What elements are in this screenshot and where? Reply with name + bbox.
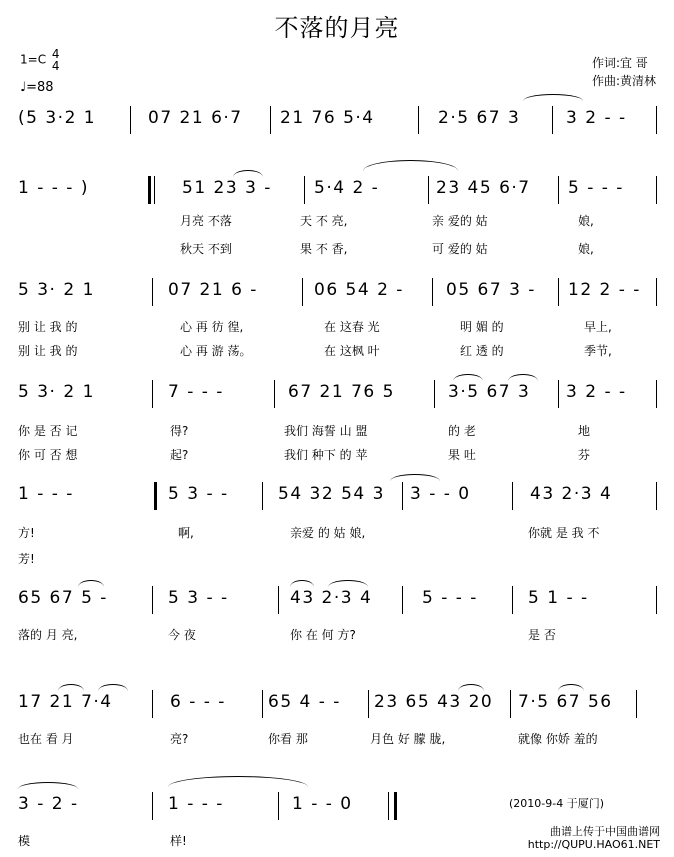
- measure: 43 2·3 4: [530, 484, 613, 504]
- measure: 21 76 5·4: [280, 108, 375, 128]
- measure: 07 21 6 -: [168, 280, 258, 300]
- staff-row-7: [18, 690, 658, 718]
- measure: 51 23 3 -: [182, 178, 272, 198]
- lyric-text: 明 媚 的: [460, 320, 504, 334]
- lyric-line-1: [18, 318, 658, 334]
- lyric-line-2: [18, 550, 658, 566]
- page-title: 不落的月亮: [274, 14, 400, 42]
- lyric-text: 心 再 游 荡。: [180, 344, 252, 358]
- lyric-text: 娘,: [578, 242, 594, 256]
- barline: [274, 380, 275, 408]
- measure: 12 2 - -: [568, 280, 641, 300]
- lyric-text: 我们 种下 的 苹: [284, 448, 368, 462]
- lyric-line-1: [18, 626, 658, 642]
- lyric-text: 在 这春 光: [324, 320, 380, 334]
- barline: [510, 690, 511, 718]
- measure: 17 21 7·4: [18, 692, 113, 712]
- measure: 5 - - -: [568, 178, 624, 198]
- lyric-text: 别 让 我 的: [18, 344, 78, 358]
- lyric-text: 方!: [18, 526, 35, 540]
- lyric-text: 起?: [170, 448, 189, 462]
- measure: 5 3 - -: [168, 484, 229, 504]
- measure: 43 2·3 4: [290, 588, 373, 608]
- lyric-text: 别 让 我 的: [18, 320, 78, 334]
- barline: [432, 278, 433, 306]
- lyric-text: 样!: [170, 834, 187, 848]
- footer-line-2: http://QUPU.HAO61.NET: [527, 838, 660, 851]
- lyric-text: 可 爱的 姑: [432, 242, 488, 256]
- lyric-text: 你 是 否 记: [18, 424, 78, 438]
- final-barline: [394, 792, 397, 820]
- lyric-text: 也在 看 月: [18, 732, 74, 746]
- lyric-text: 娘,: [578, 214, 594, 228]
- footer-line-1: 曲谱上传于中国曲谱网: [550, 825, 660, 838]
- key-label: 1=C: [20, 52, 47, 67]
- footer-watermark: [528, 825, 660, 851]
- barline: [656, 482, 657, 510]
- repeat-end-barline: [154, 482, 157, 510]
- lyric-line-1: [18, 422, 658, 438]
- credits: [592, 54, 656, 90]
- barline: [304, 176, 305, 204]
- measure: 2·5 67 3: [438, 108, 521, 128]
- lyric-text: 果 吐: [448, 448, 476, 462]
- time-signature-top: 4: [51, 47, 60, 61]
- lyric-text: 果 不 香,: [300, 242, 348, 256]
- tie-arc: [508, 374, 538, 381]
- measure: 3 2 - -: [566, 108, 627, 128]
- measure: 5·4 2 -: [314, 178, 380, 198]
- measure: 1 - - - ): [18, 178, 89, 198]
- lyric-text: 啊,: [178, 526, 194, 540]
- lyric-text: 你 可 否 想: [18, 448, 78, 462]
- lyric-text: 你 在 何 方?: [290, 628, 356, 642]
- barline: [152, 380, 153, 408]
- lyric-line-2: [18, 240, 658, 256]
- lyric-text: 亮?: [170, 732, 189, 746]
- barline: [428, 176, 429, 204]
- measure: 5 1 - -: [528, 588, 589, 608]
- measure: 67 21 76 5: [288, 382, 395, 402]
- lyric-text: 就像 你娇 羞的: [518, 732, 598, 746]
- lyric-text: 的 老: [448, 424, 476, 438]
- lyric-line-1: [18, 524, 658, 540]
- barline: [656, 380, 657, 408]
- measure: 05 67 3 -: [446, 280, 536, 300]
- measure: 5 3 - -: [168, 588, 229, 608]
- lyric-text: 在 这枫 叶: [324, 344, 380, 358]
- lyric-text: 亲 爱的 姑: [432, 214, 488, 228]
- staff-row-1: [18, 106, 658, 134]
- barline: [152, 690, 153, 718]
- barline: [656, 586, 657, 614]
- tie-arc: [328, 580, 368, 587]
- lyric-text: 是 否: [528, 628, 556, 642]
- measure: 07 21 6·7: [148, 108, 243, 128]
- lyric-text: 你看 那: [268, 732, 308, 746]
- lyric-text: 秋天 不到: [180, 242, 232, 256]
- lyric-text: 我们 海誓 山 盟: [284, 424, 368, 438]
- lyric-text: 落的 月 亮,: [18, 628, 78, 642]
- lyric-text: 红 透 的: [460, 344, 504, 358]
- tie-arc: [58, 684, 84, 691]
- lyric-text: 心 再 彷 徨,: [180, 320, 244, 334]
- time-signature-bottom: 4: [51, 59, 60, 73]
- lyric-text: 芳!: [18, 552, 35, 566]
- measure: 23 45 6·7: [436, 178, 531, 198]
- lyricist: 作词:宜 哥: [591, 56, 648, 70]
- measure: 54 32 54 3: [278, 484, 385, 504]
- time-signature: [52, 48, 60, 72]
- lyric-line-2: [18, 342, 658, 358]
- date-note: (2010-9-4 于厦门): [508, 797, 604, 810]
- tie-arc: [78, 580, 104, 587]
- lyric-text: 地: [578, 424, 591, 438]
- barline: [434, 380, 435, 408]
- tie-arc: [290, 580, 314, 587]
- measure: 06 54 2 -: [314, 280, 404, 300]
- barline: [262, 690, 263, 718]
- barline: [558, 176, 559, 204]
- barline: [130, 106, 131, 134]
- staff-row-2: [18, 176, 658, 204]
- barline: [512, 586, 513, 614]
- measure: 6 - - -: [170, 692, 226, 712]
- tie-arc: [458, 684, 484, 691]
- lyric-line-1: [18, 212, 658, 228]
- key-signature: [20, 48, 60, 72]
- lyric-text: 早上,: [584, 320, 612, 334]
- barline: [656, 176, 657, 204]
- barline: [154, 176, 155, 204]
- tie-arc: [523, 94, 583, 101]
- barline: [558, 278, 559, 306]
- tie-arc: [390, 474, 440, 481]
- measure: 5 - - -: [422, 588, 478, 608]
- lyric-text: 你就 是 我 不: [528, 526, 600, 540]
- lyric-text: 天 不 亮,: [300, 214, 348, 228]
- barline: [402, 586, 403, 614]
- barline: [552, 106, 553, 134]
- measure: 65 4 - -: [268, 692, 341, 712]
- barline: [636, 690, 637, 718]
- barline: [418, 106, 419, 134]
- staff-row-6: [18, 586, 658, 614]
- barline: [302, 278, 303, 306]
- measure: 1 - - -: [168, 794, 224, 814]
- measure: 23 65 43 20: [374, 692, 494, 712]
- lyric-text: 模: [18, 834, 31, 848]
- barline: [270, 106, 271, 134]
- tie-arc: [558, 684, 584, 691]
- tempo-marking: ♩=88: [20, 80, 54, 95]
- measure: 3 - - 0: [410, 484, 471, 504]
- barline: [368, 690, 369, 718]
- tie-arc: [168, 776, 308, 787]
- tie-arc: [363, 160, 458, 171]
- barline: [558, 380, 559, 408]
- tie-arc: [233, 170, 263, 177]
- composer: 作曲:黄清林: [591, 74, 656, 88]
- lyric-text: 今 夜: [168, 628, 196, 642]
- measure: 1 - - 0: [292, 794, 353, 814]
- measure: 3 2 - -: [566, 382, 627, 402]
- staff-row-4: [18, 380, 658, 408]
- barline: [262, 482, 263, 510]
- barline: [656, 106, 657, 134]
- barline: [512, 482, 513, 510]
- measure: 3 - 2 -: [18, 794, 79, 814]
- measure: 7 - - -: [168, 382, 224, 402]
- barline: [152, 278, 153, 306]
- tie-arc: [98, 684, 128, 691]
- staff-row-3: [18, 278, 658, 306]
- lyric-text: 月色 好 朦 胧,: [370, 732, 446, 746]
- barline: [656, 278, 657, 306]
- lyric-text: 月亮 不落: [180, 214, 232, 228]
- staff-row-5: [18, 482, 658, 510]
- barline: [152, 792, 153, 820]
- lyric-line-2: [18, 446, 658, 462]
- measure: (5 3·2 1: [18, 108, 97, 128]
- lyric-text: 亲爱 的 姑 娘,: [290, 526, 366, 540]
- measure: 7·5 67 56: [518, 692, 613, 712]
- lyric-text: 芬: [578, 448, 591, 462]
- barline: [152, 586, 153, 614]
- tie-arc: [18, 782, 78, 789]
- repeat-start-barline: [148, 176, 151, 204]
- lyric-text: 得?: [170, 424, 189, 438]
- measure: 5 3· 2 1: [18, 382, 95, 402]
- measure: 3·5 67 3: [448, 382, 531, 402]
- barline: [388, 792, 389, 820]
- barline: [402, 482, 403, 510]
- measure: 65 67 5 -: [18, 588, 108, 608]
- barline: [278, 792, 279, 820]
- tie-arc: [453, 374, 483, 381]
- lyric-text: 季节,: [584, 344, 612, 358]
- lyric-line-1: [18, 730, 658, 746]
- measure: 1 - - -: [18, 484, 74, 504]
- barline: [278, 586, 279, 614]
- measure: 5 3· 2 1: [18, 280, 95, 300]
